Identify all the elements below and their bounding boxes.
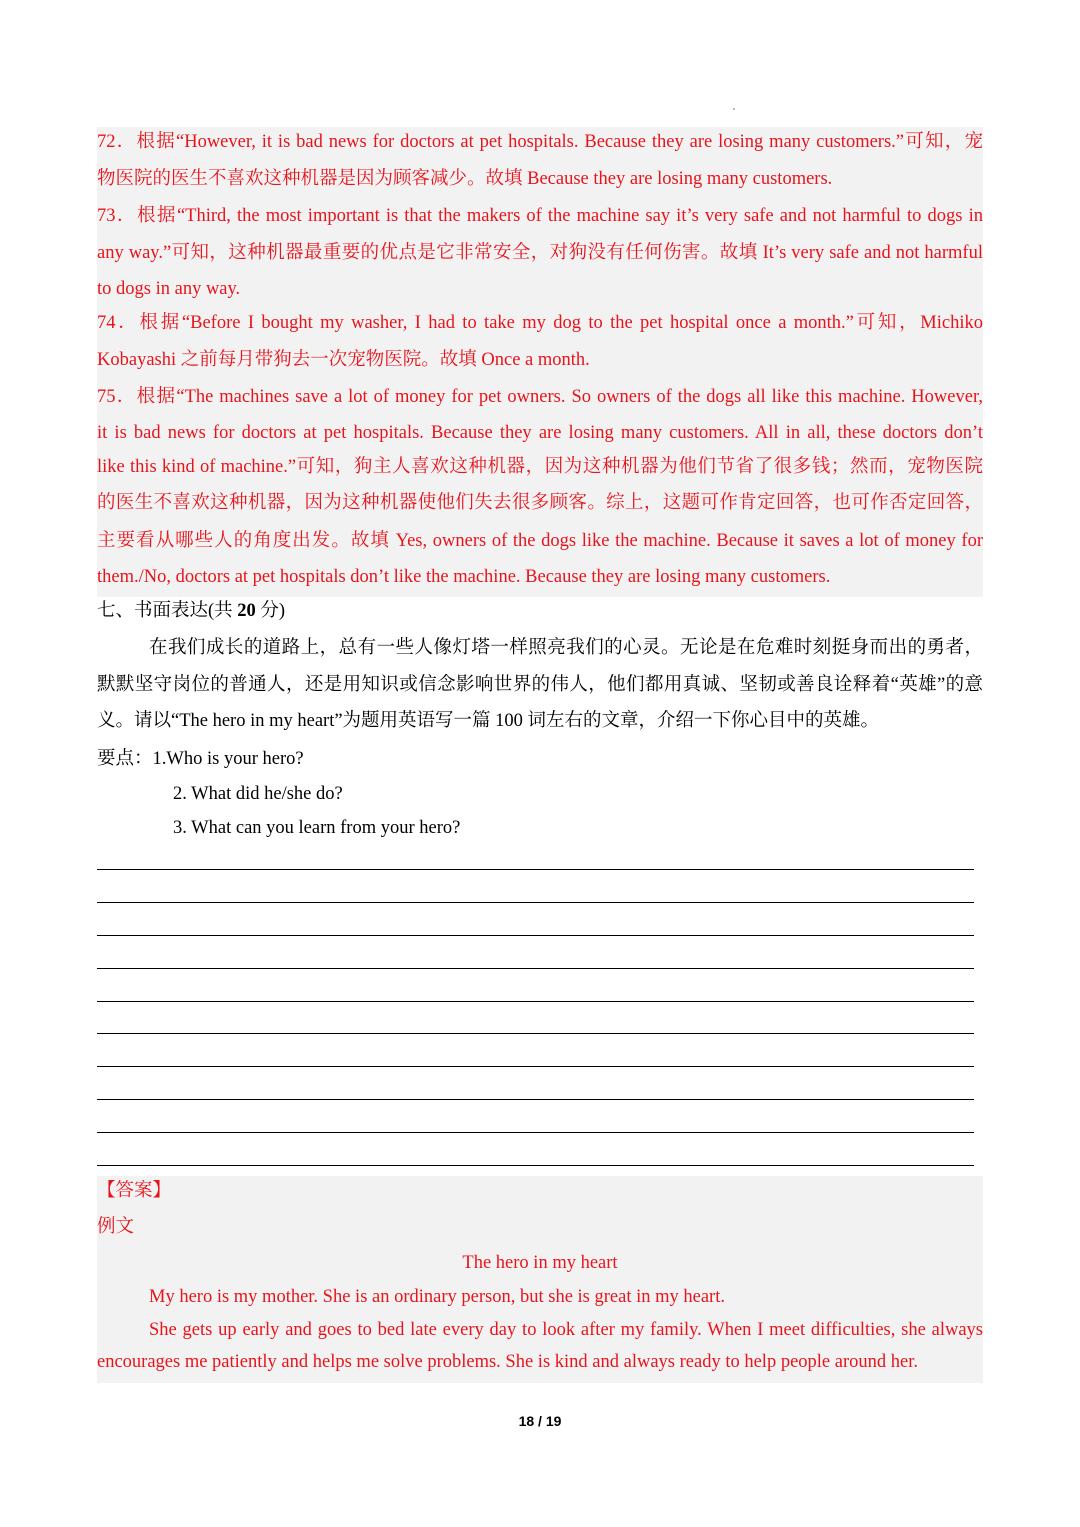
q73-line-1: 73．根据“Third, the most important is that the makers of the machine say it’s very safe and not harmful to dogs in — [97, 206, 983, 226]
writing-line[interactable] — [97, 1001, 974, 1002]
prompt-line-3: 义。请以“The hero in my heart”为题用英语写一篇 100 词左右的文章，介绍一下你心目中的英雄。 — [97, 711, 880, 731]
q75-line-6: them./No, doctors at pet hospitals don’t like the machine. Because they are losing many customers. — [97, 567, 831, 587]
q75-line-3: like this kind of machine.”可知，狗主人喜欢这种机器，因为这种机器为他们节省了很多钱；然而，宠物医院 — [97, 457, 983, 477]
q75-line-1: 75．根据“The machines save a lot of money for pet owners. So owners of the dogs all like this machine. However, — [97, 387, 983, 407]
section-heading — [97, 599, 983, 623]
prompt-line-1: 在我们成长的道路上，总有一些人像灯塔一样照亮我们的心灵。无论是在危难时刻挺身而出的勇者， — [149, 638, 983, 658]
scan-speck — [733, 108, 735, 110]
q72-line-1: 72．根据“However, it is bad news for doctors at pet hospitals. Because they are losing many customers.”可知，宠 — [97, 132, 983, 152]
writing-line[interactable] — [97, 902, 974, 903]
points-line-1 — [97, 747, 983, 771]
q74-line-2: Kobayashi 之前每月带狗去一次宠物医院。故填 Once a month. — [97, 350, 590, 370]
writing-line[interactable] — [97, 935, 974, 936]
q73-line-3: to dogs in any way. — [97, 279, 241, 299]
writing-line[interactable] — [97, 1132, 974, 1133]
answer-tag: 【答案】 — [97, 1181, 172, 1201]
q72-line-2: 物医院的医生不喜欢这种机器是因为顾客减少。故填 Because they are losing many customers. — [97, 169, 833, 189]
section-heading-prefix: 七、书面表达(共 — [97, 601, 238, 621]
sample-label: 例文 — [97, 1217, 135, 1237]
q74-line-1: 74．根据“Before I bought my washer, I had to take my dog to the pet hospital once a month.”可知，Michiko — [97, 313, 983, 333]
page-number: 18 / 19 — [518, 1413, 562, 1429]
points-label: 要点： — [97, 749, 153, 769]
essay-para-2-line-2: encourages me patiently and helps me solve problems. She is kind and always ready to help people around her. — [97, 1352, 918, 1372]
writing-line[interactable] — [97, 968, 974, 969]
section-heading-suffix: 分) — [255, 601, 286, 621]
q75-line-4: 的医生不喜欢这种机器，因为这种机器使他们失去很多顾客。综上，这题可作肯定回答，也可作否定回答， — [97, 493, 983, 513]
essay-para-2-line-1: She gets up early and goes to bed late every day to look after my family. When I meet difficulties, she always — [149, 1320, 983, 1340]
q75-line-5: 主要看从哪些人的角度出发。故填 Yes, owners of the dogs like the machine. Because it saves a lot of money for — [97, 531, 983, 551]
writing-line[interactable] — [97, 1099, 974, 1100]
q75-line-2: it is bad news for doctors at pet hospitals. Because they are losing many customers. All in all, these doctors don’t — [97, 423, 983, 443]
prompt-line-2: 默默坚守岗位的普通人，还是用知识或信念影响世界的伟人，他们都用真诚、坚韧或善良诠释着“英雄”的意 — [97, 675, 983, 695]
writing-line[interactable] — [97, 1066, 974, 1067]
point-3: 3. What can you learn from your hero? — [173, 818, 461, 838]
q73-line-2: any way.”可知，这种机器最重要的优点是它非常安全，对狗没有任何伤害。故填 It’s very safe and not harmful — [97, 243, 983, 263]
essay-para-1: My hero is my mother. She is an ordinary person, but she is great in my heart. — [149, 1287, 725, 1307]
writing-line[interactable] — [97, 1033, 974, 1034]
writing-line[interactable] — [97, 1165, 974, 1166]
writing-line[interactable] — [97, 869, 974, 870]
point-2: 2. What did he/she do? — [173, 784, 343, 804]
section-heading-score: 20 — [237, 601, 256, 621]
point-1: 1.Who is your hero? — [152, 749, 304, 769]
essay-title: The hero in my heart — [462, 1253, 618, 1273]
